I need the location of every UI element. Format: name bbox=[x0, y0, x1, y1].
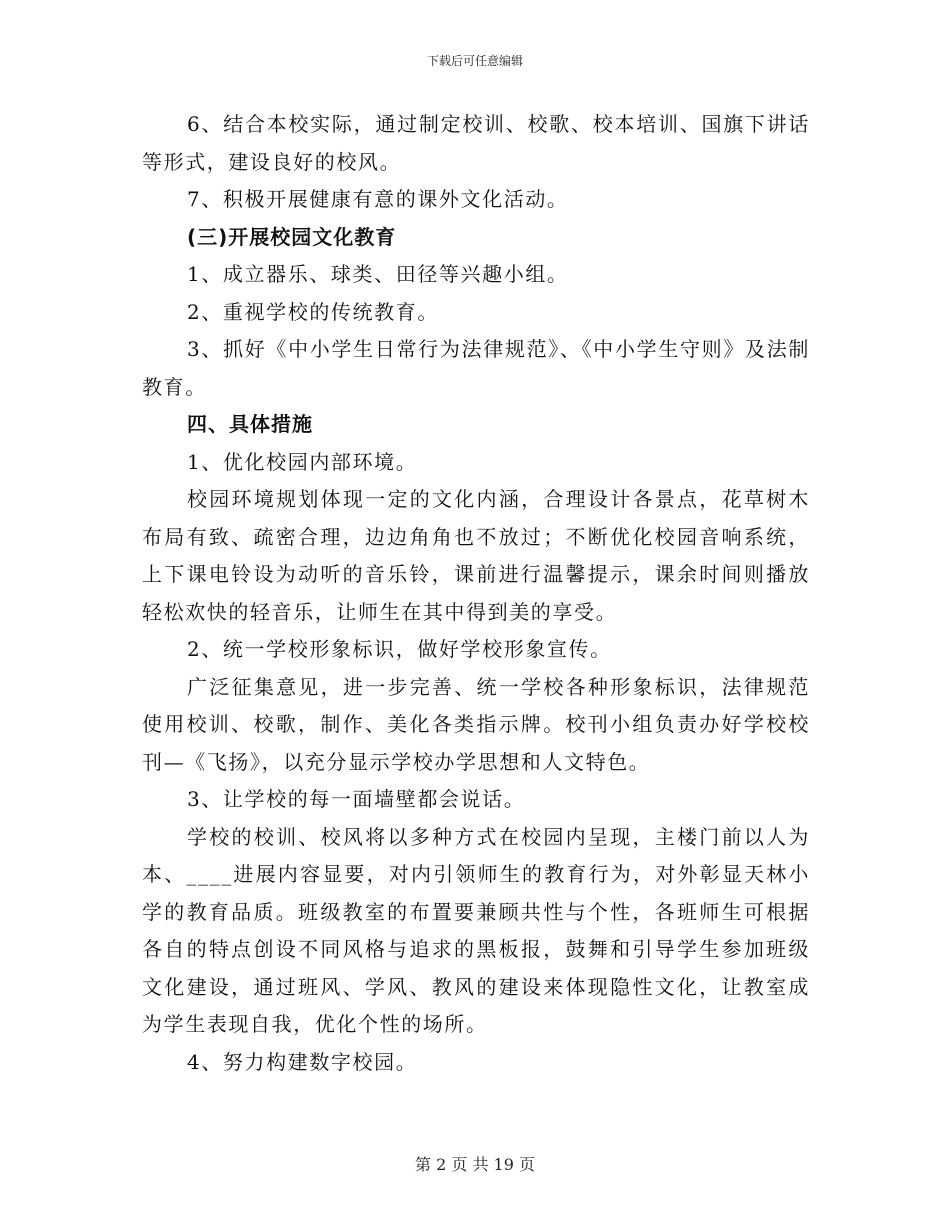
section-heading-specific-measures: 四、具体措施 bbox=[187, 412, 313, 436]
section-heading-campus-culture-education: (三)开展校园文化教育 bbox=[187, 224, 397, 249]
paragraph-traditional-education: 2、重视学校的传统教育。 bbox=[187, 299, 439, 324]
measure-2-body: 广泛征集意见，进一步完善、统一学校各种形象标识，法律规范使用校训、校歌，制作、美化各类指示牌。校刊小组负责办好学校校刊—《飞扬》，以充分显示学校办学思想和人文特色。 bbox=[142, 674, 810, 774]
measure-1-title: 1、优化校园内部环境。 bbox=[187, 449, 418, 474]
paragraph-7-extracurricular: 7、积极开展健康有意的课外文化活动。 bbox=[187, 187, 569, 211]
measure-3-body: 学校的校训、校风将以多种方式在校园内呈现，主楼门前以人为本、____进展内容显要，对内引领师生的教育行为，对外彰显天林小学的教育品质。班级教室的布置要兼顾共性与个性，各班师生可根据各自的特点创设不同风格与追求的黑板报，鼓舞和引导学生参加班级文化建设，通过班风、学风、教风的建设来体现隐性文化，让教室成为学生表现自我，优化个性的场所。 bbox=[142, 824, 810, 1036]
measure-2-title: 2、统一学校形象标识，做好学校形象宣传。 bbox=[187, 637, 612, 661]
paragraph-legal-education: 3、抓好《中小学生日常行为法律规范》、《中小学生守则》及法制教育。 bbox=[142, 337, 810, 399]
measure-4-title: 4、努力构建数字校园。 bbox=[187, 1049, 418, 1074]
page-header-note: 下载后可任意编辑 bbox=[426, 54, 523, 68]
document-body bbox=[142, 106, 810, 1081]
paragraph-6-school-spirit: 6、结合本校实际，通过制定校训、校歌、校本培训、国旗下讲话等形式，建设良好的校风。 bbox=[142, 112, 810, 174]
measure-3-title: 3、让学校的每一面墙壁都会说话。 bbox=[187, 787, 526, 811]
paragraph-interest-groups: 1、成立器乐、球类、田径等兴趣小组。 bbox=[187, 262, 569, 286]
measure-1-body: 校园环境规划体现一定的文化内涵，合理设计各景点，花草树木布局有致、疏密合理，边边角角也不放过；不断优化校园音响系统，上下课电铃设为动听的音乐铃，课前进行温馨提示，课余时间则播放轻松欢快的轻音乐，让师生在其中得到美的享受。 bbox=[142, 487, 810, 624]
page-number: 第 2 页 共 19 页 bbox=[415, 1155, 535, 1174]
